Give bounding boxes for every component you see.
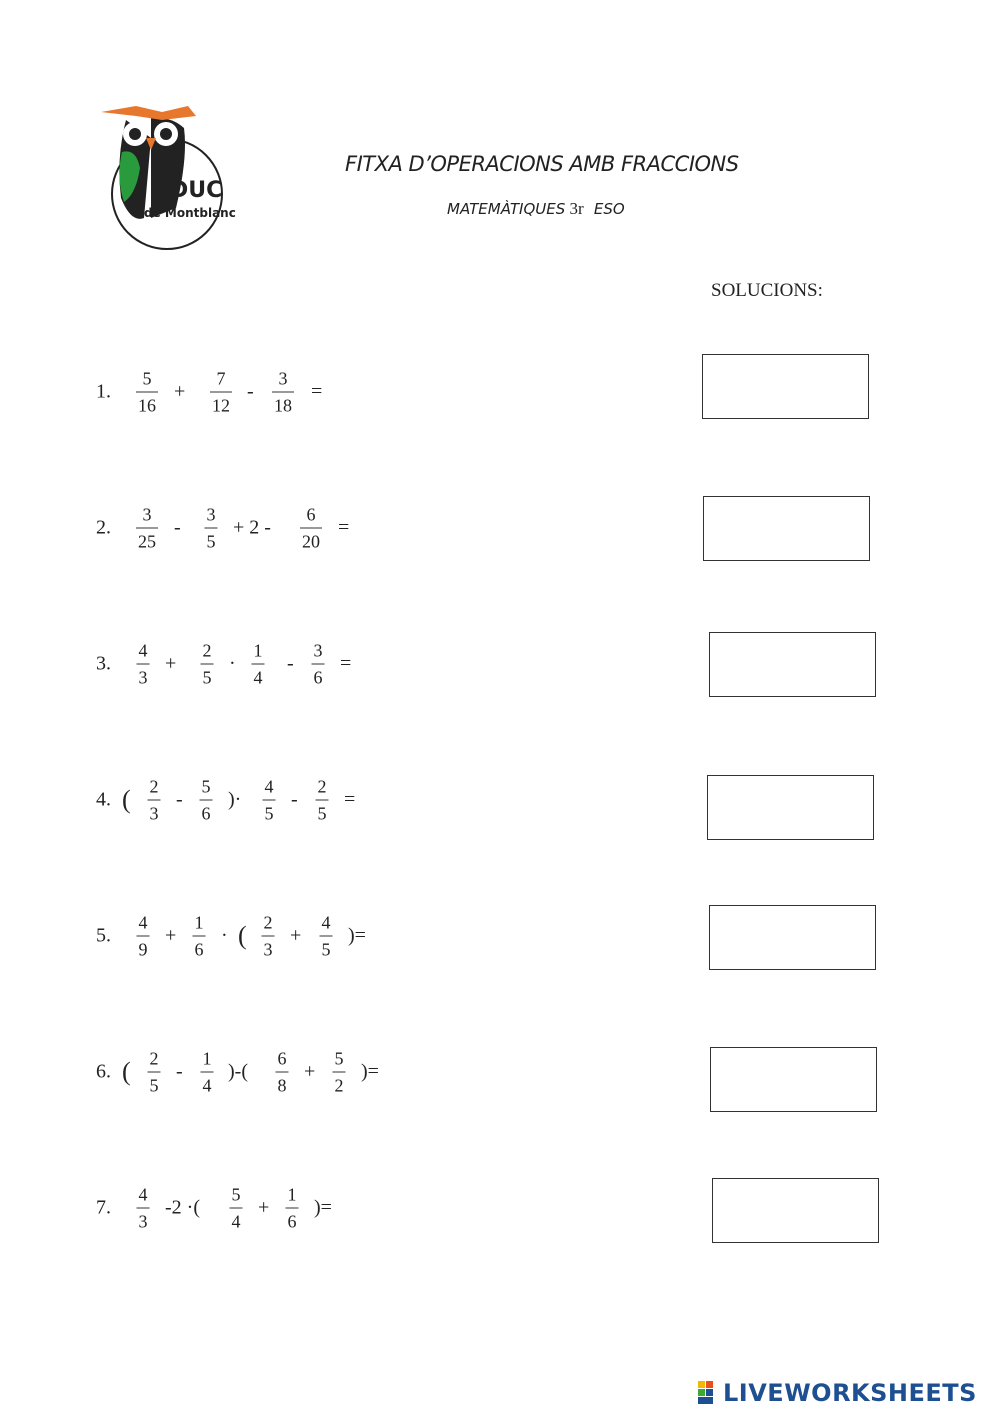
logo-text-montblanc: de Montblanc — [144, 206, 236, 220]
worksheet-title: FITXA D’OPERACIONS AMB FRACCIONS — [345, 152, 739, 176]
exercise-number: 2. — [96, 516, 111, 539]
operator: = — [344, 788, 356, 811]
operator: )= — [314, 1196, 332, 1219]
operator: - — [247, 380, 254, 403]
operator: · — [229, 652, 236, 675]
fraction: 7 12 — [212, 368, 230, 416]
course-label: 3r — [569, 199, 584, 218]
fraction: 3 5 — [206, 504, 216, 552]
operator: - — [287, 652, 294, 675]
fraction: 3 6 — [313, 640, 323, 688]
worksheet-subtitle — [447, 199, 625, 219]
fraction: 4 5 — [264, 776, 274, 824]
exercise-2 — [0, 498, 700, 558]
exercise-4 — [0, 770, 700, 830]
exercise-number: 7. — [96, 1196, 111, 1219]
liveworksheets-icon — [697, 1380, 723, 1406]
operator: - — [291, 788, 298, 811]
operator: - — [176, 788, 183, 811]
level-label: ESO — [593, 200, 625, 218]
fraction: 2 3 — [263, 912, 273, 960]
operator: + — [290, 924, 302, 947]
answer-input-1[interactable] — [702, 354, 869, 419]
fraction: 5 2 — [334, 1048, 344, 1096]
fraction: 6 8 — [277, 1048, 287, 1096]
exercise-number: 4. — [96, 788, 111, 811]
answer-input-6[interactable] — [710, 1047, 877, 1112]
answer-input-7[interactable] — [712, 1178, 879, 1243]
exercise-5 — [0, 906, 700, 966]
liveworksheets-brand: LIVEWORKSHEETS — [723, 1379, 977, 1407]
fraction: 1 6 — [194, 912, 204, 960]
parenthesis: ( — [238, 921, 247, 950]
answer-input-4[interactable] — [707, 775, 874, 840]
fraction: 2 5 — [317, 776, 327, 824]
answer-input-5[interactable] — [709, 905, 876, 970]
operator: + — [165, 924, 177, 947]
exercise-number: 5. — [96, 924, 111, 947]
operator: = — [311, 380, 323, 403]
fraction: 1 4 — [202, 1048, 212, 1096]
answer-input-3[interactable] — [709, 632, 876, 697]
fraction: 2 5 — [149, 1048, 159, 1096]
operator: )= — [348, 924, 366, 947]
parenthesis: ( — [122, 785, 131, 814]
operator: - — [176, 1060, 183, 1083]
school-logo — [96, 98, 236, 254]
operator: · — [221, 924, 228, 947]
operator: = — [338, 516, 350, 539]
fraction: 4 3 — [138, 640, 148, 688]
operator: = — [340, 652, 352, 675]
exercise-number: 6. — [96, 1060, 111, 1083]
operator: + — [174, 380, 186, 403]
fraction: 5 4 — [231, 1184, 241, 1232]
exercise-1 — [0, 362, 700, 422]
fraction: 4 9 — [138, 912, 148, 960]
exercise-7 — [0, 1178, 700, 1238]
fraction: 1 6 — [287, 1184, 297, 1232]
operator: )= — [361, 1060, 379, 1083]
operator: )· — [228, 788, 242, 811]
operator: + — [304, 1060, 316, 1083]
operator: -2 ·( — [165, 1196, 200, 1219]
operator: )-( — [228, 1060, 248, 1083]
exercise-6 — [0, 1042, 700, 1102]
fraction: 2 3 — [149, 776, 159, 824]
fraction: 4 3 — [138, 1184, 148, 1232]
operator: + — [165, 652, 177, 675]
fraction: 1 4 — [253, 640, 263, 688]
fraction: 5 6 — [201, 776, 211, 824]
solutions-heading: SOLUCIONS: — [711, 280, 823, 301]
fraction: 6 20 — [302, 504, 320, 552]
logo-text-duc: DUC — [170, 178, 223, 203]
exercise-number: 1. — [96, 380, 111, 403]
operator: + — [258, 1196, 270, 1219]
fraction: 4 5 — [321, 912, 331, 960]
fraction: 2 5 — [202, 640, 212, 688]
answer-input-2[interactable] — [703, 496, 870, 561]
operator: - — [174, 516, 181, 539]
fraction: 5 16 — [138, 368, 156, 416]
fraction: 3 25 — [138, 504, 156, 552]
parenthesis: ( — [122, 1057, 131, 1086]
fraction: 3 18 — [274, 368, 292, 416]
operator: + 2 - — [233, 516, 271, 539]
exercise-3 — [0, 634, 700, 694]
subject-label: MATEMÀTIQUES — [447, 200, 566, 218]
exercise-number: 3. — [96, 652, 111, 675]
liveworksheets-logo — [697, 1378, 977, 1408]
